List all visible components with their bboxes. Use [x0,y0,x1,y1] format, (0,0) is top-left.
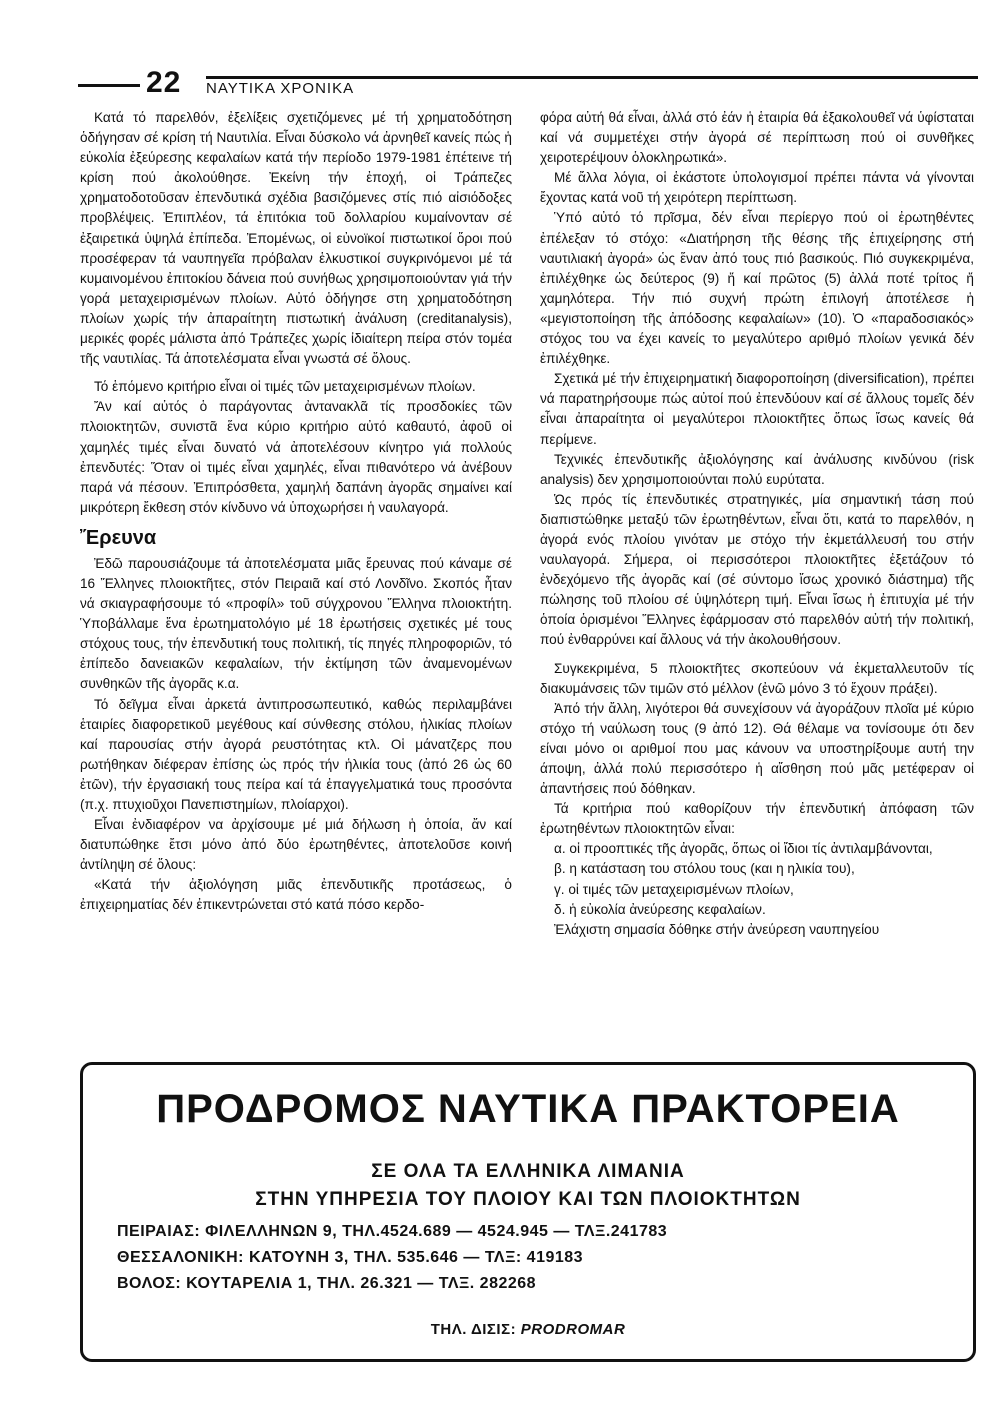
paragraph: Τό δεῖγμα εἶναι ἀρκετά ἀντιπροσωπευτικό, καθώς περιλαμβάνει ἑταιρίες διαφορετικοῦ μεγέθους καί σύνθεσης στόλου, ἡλικίας πλοίων καί παρουσίας στήν ἀγορά ρευστότητας κτλ. Οἱ μάνατζερς που ρωτήθηκαν διέφεραν ἐπίσης ὡς πρός τήν ἡλικία τους (ἀπό 26 ὡς 60 ἐτῶν), τήν ἐργασιακή τους πείρα καί τά ἐπαγγελματικά τους προσόντα (π.χ. πτυχιοῦχοι Πανεπιστημίων, πλοίαρχοι). [80,696,512,812]
page-number: 22 [146,66,182,99]
paragraph: Τεχνικές ἐπενδυτικῆς ἀξιολόγησης καί ἀνάλυσης κινδύνου (risk analysis) δεν χρησιμοποιούνται πολύ ευρύτατα. [540,451,974,487]
ad-address-volos: ΒΟΛΟΣ: ΚΟΥΤΑΡΕΛΙΑ 1, ΤΗΛ. 26.321 — ΤΛΞ. 282268 [117,1275,537,1292]
list-item: α. οἱ προοπτικές τῆς ἀγορᾶς, ὅπως οἱ ἴδιοι τίς ἀντιλαμβάνονται, [554,841,933,857]
left-column [80,108,512,916]
paragraph: Κατά τό παρελθόν, ἐξελίξεις σχετιζόμενες μέ τή χρηματοδότηση ὁδήγησαν σέ κρίση τή Ναυτιλία. Εἶναι δύσκολο νά ἀρνηθεῖ κανείς πώς ἡ εὐκολία ἐξεύρεσης κεφαλαίων κατά τήν περίοδο 1979-1981 ἐπέτεινε τή κρίση πού ἀκολούθησε. Ἐκείνη τήν ἐποχή, οἱ Τράπεζες χρηματοδοτοῦσαν ἐπενδυτικά σχέδια βασιζόμενες στίς πιό αἰσιόδοξες προβλέψεις. Ἐπιπλέον, τά ἐπιτόκια τοῦ δολλαρίου κυμαίνονταν σέ ἐξαιρετικά ὑψηλά ἐπίπεδα. Ἐπομένως, οἱ εὐνοϊκοί πιστωτικοί ὅροι πού προσέφεραν τά ναυπηγεῖα πρόβαλαν ἑλκυστικοί συγκρινόμενοι μέ τά κυμαινομένου ἐπιτοκίου δάνεια πού συνήθως χρησιμοποιούνταν γιά τήν γορά μεταχειρισμένων πλοίων. Αὐτό ὁδήγησε στη χρηματοδότηση πλοίων χωρίς τήν ἀπαραίτητη πιστωτική ἀνάλυση (creditanalysis), μερικές φορές μάλιστα ἀπό Τράπεζες χωρίς ἰδιαίτερη πείρα στόν τομέα τῆς ναυτιλίας. Τά ἀποτελέσματα εἶναι γνωστά σέ ὅλους. [80,110,512,367]
magazine-title: ΝΑΥΤΙΚΑ ΧΡΟΝΙΚΑ [206,80,355,97]
paragraph: φόρα αὐτή θά εἶναι, ἀλλά στό ἐάν ἡ ἑταιρία θά ἐξακολουθεῖ νά ὑφίσταται καί νά συμμετέχει στήν ἀγορά σέ περίπτωση πού οἱ συνθῆκες χειροτερέψουν ὁλοκληρωτικά». [540,110,974,166]
ad-address-thessaloniki: ΘΕΣΣΑΛΟΝΙΚΗ: ΚΑΤΟΥΝΗ 3, ΤΗΛ. 535.646 — ΤΛΞ: 419183 [117,1249,584,1266]
paragraph: Ἐλάχιστη σημασία δόθηκε στήν ἀνεύρεση ναυπηγείου [554,921,880,937]
header-rule-left [78,84,140,87]
ad-subtitle-ports: ΣΕ ΟΛΑ ΤΑ ΕΛΛΗΝΙΚΑ ΛΙΜΑΝΙΑ [371,1161,685,1182]
criteria-list [540,839,974,919]
header-rule-right [206,76,978,79]
paragraph: Ὑπό αὐτό τό πρῖσμα, δέν εἶναι περίεργο πού οἱ ἐρωτηθέντες ἐπέλεξαν τό στόχο: «Διατήρηση τῆς θέσης τῆς ἐπιχείρησης στή ναυτιλιακή ἀγορά» ὡς ἕναν ἀπό τους πιό βασικούς. Πιό συγκεκριμένα, ἐπιλέχθηκε ὡς δεύτερος (9) ἤ καί πρῶτος (5) ἀλλά ποτέ τρίτος ἤ χαμηλότερα. Τήν πιό συχνή πρώτη ἐπιλογή ἀποτέλεσε ἡ «μεγιστοποίηση τῆς ἀπόδοσης κεφαλαίων» (10). Ὁ «παραδοσιακός» στόχος του να έχει κανείς το μεγαλύτερο αριθμό πλοίων γενικά δέν ἐπιλέχθηκε. [540,210,974,367]
paragraph: Ἄν καί αὐτός ὁ παράγοντας ἀντανακλᾶ τίς προσδοκίες τῶν πλοιοκτητῶν, συνιστᾶ ἕνα κύριο κριτήριο αὐτό καθαυτό, ἀφοῦ οἱ χαμηλές τιμές εἶναι δυνατό νά ἀποτελέσουν κίνητρο γιά πολλούς ἐπενδυτές: Ὅταν οἱ τιμές εἶναι χαμηλές, εἶναι πιθανότερο νά ἀνέβουν παρά νά πέσουν. Ἐπιπρόσθετα, χαμηλή δαπάνη ἀγορᾶς σημαίνει καί μικρότερη ἔκθεση στόν κίνδυνο νά ὑποχωρήσει ἡ ναυλαγορά. [80,399,512,515]
paragraph: Τά κριτήρια πού καθορίζουν τήν ἐπενδυτική ἀπόφαση τῶν ἐρωτηθέντων πλοιοκτητῶν εἶναι: [540,801,974,837]
list-item: δ. ἡ εὐκολία ἀνεύρεσης κεφαλαίων. [554,901,766,917]
ad-telegraph-label: ΤΗΛ. ΔΙΣΙΣ: [430,1321,517,1338]
ad-telegraph-value: PRODROMAR [520,1321,626,1338]
ad-telegraph [83,1321,973,1338]
paragraph: Ὡς πρός τίς ἐπενδυτικές στρατηγικές, μία σημαντική τάση πού διαπιστώθηκε μεταξύ τῶν ἐρωτηθέντων, εἶναι ὅτι, κατά το παρελθόν, η ἀγορά ενός πλοίου γινόταν με στόχο τήν ἐκμετάλλευσή του στήν ναυλαγορά. Σήμερα, οἱ περισσότεροι πλοιοκτῆτες ἐξετάζουν τό ἐνδεχόμενο τῆς ἀγορᾶς καί (σέ σύντομο ἴσως χρονικό διάστημα) τῆς πώλησης τοῦ πλοίου σέ ὑψηλότερη τιμή. Εἶναι ἴσως ἡ ἐπιτυχία μέ τήν ὁποία ὁρισμένοι Ἕλληνες ἐφάρμοσαν στό παρελθόν αὐτή τήν πολιτική, πού ἐνθαρρύνει καί ἄλλους νά τήν ἀκολουθήσουν. [540,491,974,648]
paragraph: Τό ἑπόμενο κριτήριο εἶναι οἱ τιμές τῶν μεταχειρισμένων πλοίων. [94,379,476,395]
ad-address-piraeus: ΠΕΙΡΑΙΑΣ: ΦΙΛΕΛΛΗΝΩΝ 9, ΤΗΛ.4524.689 — 4524.945 — ΤΛΞ.241783 [117,1223,668,1240]
paragraph: «Κατά τήν ἀξιολόγηση μιᾶς ἐπενδυτικῆς προτάσεως, ὁ ἐπιχειρηματίας δέν ἐπικεντρώνεται στό κατά πόσο κερδο- [80,877,512,913]
advertisement-box [80,1062,976,1362]
paragraph: Συγκεκριμένα, 5 πλοιοκτῆτες σκοπεύουν νά ἐκμεταλλευτοῦν τίς διακυμάνσεις τῶν τιμῶν στό μέλλον (ἐνῶ μόνο 3 τό ἔχουν πράξει). [540,660,974,696]
right-column [540,108,974,940]
paragraph: Σχετικά μέ τήν ἐπιχειρηματική διαφοροποίηση (diversification), πρέπει νά παρατηρήσουμε πώς αὐτοί πού ἐπενδύουν καί σέ ἄλλους τομεῖς δέν εἶναι ἀπαραίτητα οἱ μεγαλύτεροι πλοιοκτῆτες ὅπως ἴσως κανείς θά περίμενε. [540,371,974,447]
paragraph: Ἀπό τήν ἄλλη, λιγότεροι θά συνεχίσουν νά ἀγοράζουν πλοῖα μέ κύριο στόχο τή ναύλωση τους (9 ἀπό 12). Θά θέλαμε να τονίσουμε ότι δεν είναι μόνο οι αριθμοί που μας κάνουν να υποστηρίξουμε αυτή την άποψη, ἀλλά πολύ περισσότερο ἡ αἴσθηση πού μᾶς μετέφεραν οἱ ἀπαντήσεις πού δόθηκαν. [540,700,974,797]
paragraph: Μέ ἄλλα λόγια, οἱ ἑκάστοτε ὑπολογισμοί πρέπει πάντα νά γίνονται ἔχοντας κατά νοῦ τή χειρότερη περίπτωση. [540,170,974,206]
ad-title: ΠΡΟΔΡΟΜΟΣ ΝΑΥΤΙΚΑ ΠΡΑΚΤΟΡΕΙΑ [156,1087,900,1131]
paragraph: Ἐδῶ παρουσιάζουμε τά ἀποτελέσματα μιᾶς ἔρευνας πού κάναμε σέ 16 Ἕλληνες πλοιοκτῆτες, στόν Πειραιᾶ καί στό Λονδῖνο. Σκοπός ἦταν νά σκιαγραφήσουμε τό «προφίλ» τοῦ σύγχρονου Ἕλληνα πλοιοκτήτη. Ὑποβάλλαμε ἕνα ἐρωτηματολόγιο μέ 18 ἐρωτήσεις σχετικές μέ τους στόχους τους, τήν ἐπενδυτική τους πολιτική, τίς πηγές πληροφοριῶν, τό ἐπίπεδο δανειακῶν κεφαλαίων, τήν ἐκτίμηση τῶν ἀναμενομένων συνθηκῶν τῆς ἀγορᾶς κ.α. [80,555,512,692]
section-heading: Ἔρευνα [80,526,157,549]
paragraph: Εἶναι ἐνδιαφέρον να ἀρχίσουμε μέ μιά δήλωση ἡ ὁποία, ἄν καί διατυπώθηκε ἔτσι μόνο ἀπό δύο ἐρωτηθέντες, ἀποτελοῦσε κοινή ἀντίληψη σέ ὅλους: [80,817,512,873]
list-item: β. η κατάσταση του στόλου τους (και η ηλικία του), [554,861,855,877]
list-item: γ. οἱ τιμές τῶν μεταχειρισμένων πλοίων, [554,881,794,897]
page-header [78,64,978,104]
ad-subtitle-service: ΣΤΗΝ ΥΠΗΡΕΣΙΑ ΤΟΥ ΠΛΟΙΟΥ ΚΑΙ ΤΩΝ ΠΛΟΙΟΚΤΗΤΩΝ [255,1189,801,1210]
